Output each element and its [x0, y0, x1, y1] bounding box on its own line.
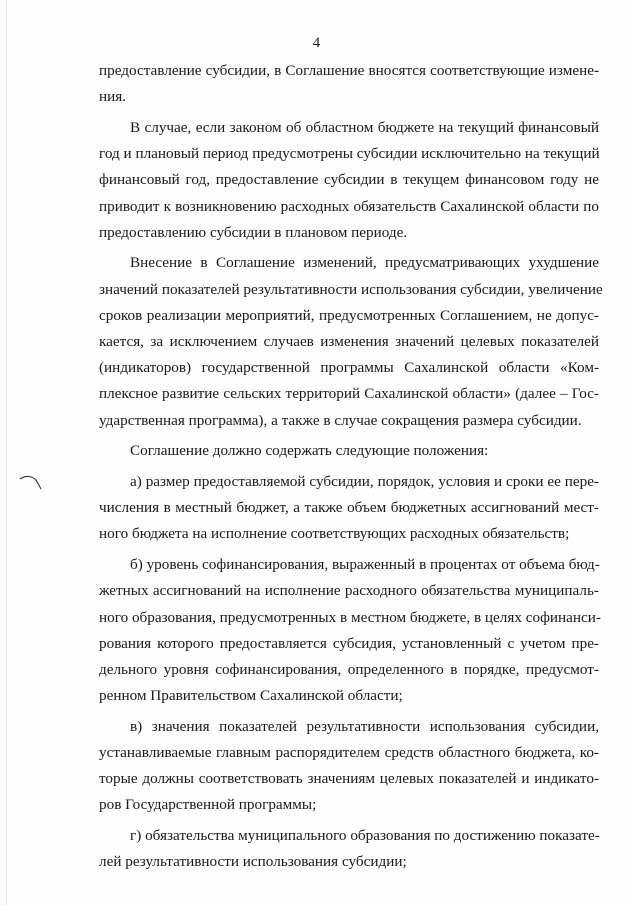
- paragraph: [99, 714, 599, 819]
- text-line: а) размер предоставляемой субсидии, порядок, условия и сроки ее пере-: [130, 473, 599, 491]
- paragraph: [99, 250, 603, 433]
- text-line: приводит к возникновению расходных обязательств Сахалинской области по: [99, 197, 599, 215]
- paragraph: [99, 823, 599, 875]
- text-line: значений показателей результативности использования субсидии, увеличение: [99, 280, 603, 298]
- margin-pen-mark: [18, 470, 44, 494]
- text-line: год и плановый период предусмотрены субсидии исключительно на текущий: [99, 145, 600, 163]
- text-line: Соглашение должно содержать следующие положения:: [130, 442, 489, 460]
- text-line: жетных ассигнований на исполнение расходного обязательства муниципаль-: [99, 582, 599, 600]
- paragraph: [99, 469, 599, 548]
- text-line: ния.: [99, 88, 127, 106]
- text-line: г) обязательства муниципального образования по достижению показате-: [130, 827, 600, 845]
- text-line: б) уровень софинансирования, выраженный в процентах от объема бюд-: [130, 556, 600, 574]
- text-line: плексное развитие сельских территорий Сахалинской области» (далее – Гос-: [99, 385, 599, 403]
- text-line: числения в местный бюджет, а также объем бюджетных ассигнований мест-: [99, 499, 599, 517]
- text-line: В случае, если законом об областном бюджете на текущий финансовый: [130, 118, 599, 136]
- text-line: устанавливаемые главным распорядителем средств областного бюджета, ко-: [99, 744, 599, 762]
- text-line: ного образования, предусмотренных в местном бюджете, в целях софинанси-: [99, 608, 601, 626]
- paragraph: [99, 58, 599, 110]
- text-line: рования которого предоставляется субсидия, установленный с учетом пре-: [99, 634, 599, 652]
- text-line: финансовый год, предоставление субсидии в текущем финансовом году не: [99, 171, 599, 189]
- paragraph: [99, 115, 599, 246]
- text-line: ренном Правительством Сахалинской области;: [99, 687, 403, 705]
- text-line: предоставление субсидии, в Соглашение вносятся соответствующие измене-: [99, 62, 599, 79]
- scan-edge-line: [6, 0, 7, 905]
- text-line: в) значения показателей результативности использования субсидии,: [130, 717, 599, 735]
- paragraph: [99, 438, 599, 464]
- text-line: торые должны соответствовать значениям целевых показателей и индикато-: [99, 770, 599, 788]
- text-line: кается, за исключением случаев изменения значений целевых показателей: [99, 333, 599, 351]
- text-line: ударственная программа), а также в случае сокращения размера субсидии.: [99, 411, 582, 429]
- text-line: предоставлению субсидии в плановом периоде.: [99, 223, 408, 241]
- text-line: (индикаторов) государственной программы Сахалинской области «Ком-: [99, 359, 599, 377]
- text-line: ров Государственной программы;: [99, 796, 317, 814]
- text-line: Внесение в Соглашение изменений, предусматривающих ухудшение: [130, 254, 599, 272]
- text-line: дельного уровня софинансирования, определенного в порядке, предусмот-: [99, 660, 599, 678]
- text-line: сроков реализации мероприятий, предусмотренных Соглашением, не допус-: [99, 306, 599, 324]
- page-number: 4: [312, 35, 321, 51]
- document-body: [99, 58, 603, 880]
- text-line: лей результативности использования субсидии;: [99, 853, 407, 871]
- paragraph: [99, 552, 599, 709]
- text-line: ного бюджета на исполнение соответствующих расходных обязательств;: [99, 525, 570, 543]
